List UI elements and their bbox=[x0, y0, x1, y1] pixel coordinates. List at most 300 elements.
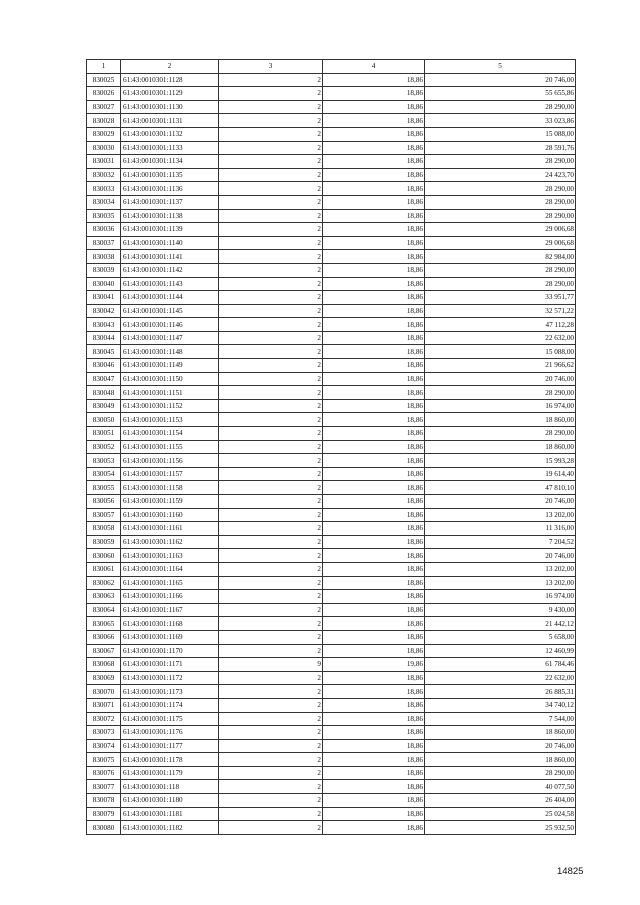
rate-cell: 18,86 bbox=[323, 372, 425, 386]
rate-cell: 18,86 bbox=[323, 291, 425, 305]
category-cell: 2 bbox=[219, 562, 323, 576]
cadastral-number-cell: 61:43:0010301:1153 bbox=[121, 413, 219, 427]
amount-cell: 25 932,50 bbox=[425, 821, 576, 835]
row-number-cell: 830057 bbox=[87, 508, 121, 522]
cadastral-number-cell: 61:43:0010301:1131 bbox=[121, 114, 219, 128]
row-number-cell: 830042 bbox=[87, 304, 121, 318]
amount-cell: 22 632,00 bbox=[425, 331, 576, 345]
amount-cell: 28 290,00 bbox=[425, 209, 576, 223]
table-row bbox=[87, 535, 576, 549]
category-cell: 2 bbox=[219, 304, 323, 318]
amount-cell: 82 984,00 bbox=[425, 250, 576, 264]
rate-cell: 18,86 bbox=[323, 617, 425, 631]
rate-cell: 18,86 bbox=[323, 359, 425, 373]
rate-cell: 18,86 bbox=[323, 127, 425, 141]
row-number-cell: 830053 bbox=[87, 454, 121, 468]
row-number-cell: 830071 bbox=[87, 698, 121, 712]
cadastral-number-cell: 61:43:0010301:1143 bbox=[121, 277, 219, 291]
row-number-cell: 830079 bbox=[87, 807, 121, 821]
category-cell: 2 bbox=[219, 141, 323, 155]
amount-cell: 61 784,46 bbox=[425, 658, 576, 672]
category-cell: 2 bbox=[219, 739, 323, 753]
cadastral-number-cell: 61:43:0010301:1179 bbox=[121, 766, 219, 780]
table-row bbox=[87, 495, 576, 509]
cadastral-number-cell: 61:43:0010301:1135 bbox=[121, 168, 219, 182]
cadastral-number-cell: 61:43:0010301:1147 bbox=[121, 331, 219, 345]
rate-cell: 18,86 bbox=[323, 562, 425, 576]
cadastral-number-cell: 61:43:0010301:1160 bbox=[121, 508, 219, 522]
amount-cell: 28 290,00 bbox=[425, 386, 576, 400]
cadastral-number-cell: 61:43:0010301:1169 bbox=[121, 630, 219, 644]
table-body bbox=[87, 73, 576, 834]
table-row bbox=[87, 155, 576, 169]
category-cell: 2 bbox=[219, 712, 323, 726]
row-number-cell: 830025 bbox=[87, 73, 121, 87]
table-row bbox=[87, 263, 576, 277]
cadastral-number-cell: 61:43:0010301:1134 bbox=[121, 155, 219, 169]
category-cell: 2 bbox=[219, 685, 323, 699]
table-row bbox=[87, 372, 576, 386]
cadastral-number-cell: 61:43:0010301:1157 bbox=[121, 467, 219, 481]
amount-cell: 18 860,00 bbox=[425, 753, 576, 767]
row-number-cell: 830054 bbox=[87, 467, 121, 481]
amount-cell: 47 810,10 bbox=[425, 481, 576, 495]
amount-cell: 32 571,22 bbox=[425, 304, 576, 318]
row-number-cell: 830032 bbox=[87, 168, 121, 182]
rate-cell: 18,86 bbox=[323, 590, 425, 604]
category-cell: 2 bbox=[219, 168, 323, 182]
category-cell: 2 bbox=[219, 576, 323, 590]
amount-cell: 25 024,58 bbox=[425, 807, 576, 821]
amount-cell: 19 614,40 bbox=[425, 467, 576, 481]
cadastral-number-cell: 61:43:0010301:1164 bbox=[121, 562, 219, 576]
row-number-cell: 830060 bbox=[87, 549, 121, 563]
row-number-cell: 830044 bbox=[87, 331, 121, 345]
amount-cell: 28 290,00 bbox=[425, 263, 576, 277]
table-row bbox=[87, 359, 576, 373]
category-cell: 2 bbox=[219, 794, 323, 808]
category-cell: 2 bbox=[219, 100, 323, 114]
row-number-cell: 830065 bbox=[87, 617, 121, 631]
table-row bbox=[87, 427, 576, 441]
cadastral-number-cell: 61:43:0010301:1148 bbox=[121, 345, 219, 359]
row-number-cell: 830066 bbox=[87, 630, 121, 644]
category-cell: 2 bbox=[219, 671, 323, 685]
category-cell: 2 bbox=[219, 427, 323, 441]
table-row bbox=[87, 522, 576, 536]
row-number-cell: 830039 bbox=[87, 263, 121, 277]
rate-cell: 18,86 bbox=[323, 223, 425, 237]
table-row bbox=[87, 87, 576, 101]
cadastral-number-cell: 61:43:0010301:1174 bbox=[121, 698, 219, 712]
category-cell: 2 bbox=[219, 481, 323, 495]
category-cell: 2 bbox=[219, 345, 323, 359]
cadastral-number-cell: 61:43:0010301:1132 bbox=[121, 127, 219, 141]
category-cell: 2 bbox=[219, 549, 323, 563]
rate-cell: 18,86 bbox=[323, 155, 425, 169]
row-number-cell: 830058 bbox=[87, 522, 121, 536]
table-row bbox=[87, 250, 576, 264]
table-row bbox=[87, 630, 576, 644]
table-row bbox=[87, 345, 576, 359]
rate-cell: 18,86 bbox=[323, 114, 425, 128]
category-cell: 2 bbox=[219, 263, 323, 277]
row-number-cell: 830055 bbox=[87, 481, 121, 495]
rate-cell: 18,86 bbox=[323, 535, 425, 549]
table-row bbox=[87, 467, 576, 481]
table-row bbox=[87, 127, 576, 141]
rate-cell: 18,86 bbox=[323, 236, 425, 250]
category-cell: 2 bbox=[219, 331, 323, 345]
amount-cell: 21 966,62 bbox=[425, 359, 576, 373]
amount-cell: 20 746,00 bbox=[425, 549, 576, 563]
amount-cell: 28 290,00 bbox=[425, 766, 576, 780]
column-header-5: 5 bbox=[425, 60, 576, 74]
row-number-cell: 830043 bbox=[87, 318, 121, 332]
table-row bbox=[87, 576, 576, 590]
amount-cell: 15 993,28 bbox=[425, 454, 576, 468]
row-number-cell: 830034 bbox=[87, 195, 121, 209]
row-number-cell: 830038 bbox=[87, 250, 121, 264]
amount-cell: 5 658,00 bbox=[425, 630, 576, 644]
table-row bbox=[87, 726, 576, 740]
cadastral-number-cell: 61:43:0010301:1138 bbox=[121, 209, 219, 223]
row-number-cell: 830061 bbox=[87, 562, 121, 576]
category-cell: 2 bbox=[219, 155, 323, 169]
category-cell: 2 bbox=[219, 87, 323, 101]
category-cell: 2 bbox=[219, 807, 323, 821]
cadastral-number-cell: 61:43:0010301:1175 bbox=[121, 712, 219, 726]
rate-cell: 18,86 bbox=[323, 467, 425, 481]
table-row bbox=[87, 821, 576, 835]
category-cell: 9 bbox=[219, 658, 323, 672]
amount-cell: 33 951,77 bbox=[425, 291, 576, 305]
row-number-cell: 830040 bbox=[87, 277, 121, 291]
rate-cell: 18,86 bbox=[323, 399, 425, 413]
category-cell: 2 bbox=[219, 495, 323, 509]
table-row bbox=[87, 73, 576, 87]
amount-cell: 20 746,00 bbox=[425, 739, 576, 753]
cadastral-number-cell: 61:43:0010301:1168 bbox=[121, 617, 219, 631]
category-cell: 2 bbox=[219, 522, 323, 536]
cadastral-number-cell: 61:43:0010301:1181 bbox=[121, 807, 219, 821]
amount-cell: 20 746,00 bbox=[425, 73, 576, 87]
table-row bbox=[87, 223, 576, 237]
rate-cell: 18,86 bbox=[323, 427, 425, 441]
rate-cell: 18,86 bbox=[323, 318, 425, 332]
amount-cell: 18 860,00 bbox=[425, 726, 576, 740]
table-row bbox=[87, 712, 576, 726]
rate-cell: 18,86 bbox=[323, 386, 425, 400]
category-cell: 2 bbox=[219, 413, 323, 427]
cadastral-number-cell: 61:43:0010301:1161 bbox=[121, 522, 219, 536]
data-table bbox=[86, 59, 576, 835]
table-row bbox=[87, 508, 576, 522]
rate-cell: 18,86 bbox=[323, 576, 425, 590]
rate-cell: 18,86 bbox=[323, 698, 425, 712]
table-row bbox=[87, 100, 576, 114]
row-number-cell: 830056 bbox=[87, 495, 121, 509]
row-number-cell: 830035 bbox=[87, 209, 121, 223]
amount-cell: 13 202,00 bbox=[425, 508, 576, 522]
amount-cell: 13 202,00 bbox=[425, 576, 576, 590]
row-number-cell: 830072 bbox=[87, 712, 121, 726]
category-cell: 2 bbox=[219, 590, 323, 604]
rate-cell: 18,86 bbox=[323, 726, 425, 740]
cadastral-number-cell: 61:43:0010301:1128 bbox=[121, 73, 219, 87]
cadastral-number-cell: 61:43:0010301:1163 bbox=[121, 549, 219, 563]
cadastral-number-cell: 61:43:0010301:1159 bbox=[121, 495, 219, 509]
row-number-cell: 830047 bbox=[87, 372, 121, 386]
amount-cell: 28 290,00 bbox=[425, 427, 576, 441]
cadastral-number-cell: 61:43:0010301:1158 bbox=[121, 481, 219, 495]
cadastral-number-cell: 61:43:0010301:1152 bbox=[121, 399, 219, 413]
rate-cell: 18,86 bbox=[323, 794, 425, 808]
cadastral-number-cell: 61:43:0010301:118 bbox=[121, 780, 219, 794]
row-number-cell: 830075 bbox=[87, 753, 121, 767]
row-number-cell: 830041 bbox=[87, 291, 121, 305]
category-cell: 2 bbox=[219, 535, 323, 549]
row-number-cell: 830049 bbox=[87, 399, 121, 413]
cadastral-number-cell: 61:43:0010301:1140 bbox=[121, 236, 219, 250]
page-number: 14825 bbox=[557, 866, 584, 877]
cadastral-number-cell: 61:43:0010301:1130 bbox=[121, 100, 219, 114]
table-row bbox=[87, 549, 576, 563]
amount-cell: 15 088,00 bbox=[425, 345, 576, 359]
rate-cell: 18,86 bbox=[323, 807, 425, 821]
table-row bbox=[87, 114, 576, 128]
row-number-cell: 830076 bbox=[87, 766, 121, 780]
table-row bbox=[87, 685, 576, 699]
category-cell: 2 bbox=[219, 780, 323, 794]
cadastral-number-cell: 61:43:0010301:1162 bbox=[121, 535, 219, 549]
rate-cell: 19,86 bbox=[323, 658, 425, 672]
cadastral-number-cell: 61:43:0010301:1180 bbox=[121, 794, 219, 808]
row-number-cell: 830069 bbox=[87, 671, 121, 685]
category-cell: 2 bbox=[219, 372, 323, 386]
amount-cell: 18 860,00 bbox=[425, 440, 576, 454]
category-cell: 2 bbox=[219, 318, 323, 332]
category-cell: 2 bbox=[219, 250, 323, 264]
rate-cell: 18,86 bbox=[323, 250, 425, 264]
header-row bbox=[87, 60, 576, 74]
amount-cell: 9 430,00 bbox=[425, 603, 576, 617]
category-cell: 2 bbox=[219, 359, 323, 373]
table-row bbox=[87, 277, 576, 291]
table-row bbox=[87, 304, 576, 318]
category-cell: 2 bbox=[219, 630, 323, 644]
table-row bbox=[87, 195, 576, 209]
amount-cell: 7 204,52 bbox=[425, 535, 576, 549]
row-number-cell: 830051 bbox=[87, 427, 121, 441]
rate-cell: 18,86 bbox=[323, 263, 425, 277]
cadastral-number-cell: 61:43:0010301:1133 bbox=[121, 141, 219, 155]
amount-cell: 16 974,00 bbox=[425, 399, 576, 413]
row-number-cell: 830080 bbox=[87, 821, 121, 835]
rate-cell: 18,86 bbox=[323, 331, 425, 345]
table-row bbox=[87, 698, 576, 712]
cadastral-number-cell: 61:43:0010301:1156 bbox=[121, 454, 219, 468]
category-cell: 2 bbox=[219, 291, 323, 305]
category-cell: 2 bbox=[219, 182, 323, 196]
table-row bbox=[87, 603, 576, 617]
row-number-cell: 830077 bbox=[87, 780, 121, 794]
table-row bbox=[87, 753, 576, 767]
amount-cell: 21 442,12 bbox=[425, 617, 576, 631]
column-header-4: 4 bbox=[323, 60, 425, 74]
amount-cell: 28 290,00 bbox=[425, 195, 576, 209]
cadastral-number-cell: 61:43:0010301:1151 bbox=[121, 386, 219, 400]
cadastral-number-cell: 61:43:0010301:1137 bbox=[121, 195, 219, 209]
rate-cell: 18,86 bbox=[323, 141, 425, 155]
row-number-cell: 830030 bbox=[87, 141, 121, 155]
rate-cell: 18,86 bbox=[323, 685, 425, 699]
category-cell: 2 bbox=[219, 726, 323, 740]
category-cell: 2 bbox=[219, 821, 323, 835]
amount-cell: 28 290,00 bbox=[425, 277, 576, 291]
row-number-cell: 830029 bbox=[87, 127, 121, 141]
category-cell: 2 bbox=[219, 195, 323, 209]
table-row bbox=[87, 794, 576, 808]
rate-cell: 18,86 bbox=[323, 440, 425, 454]
rate-cell: 18,86 bbox=[323, 739, 425, 753]
category-cell: 2 bbox=[219, 277, 323, 291]
rate-cell: 18,86 bbox=[323, 766, 425, 780]
cadastral-number-cell: 61:43:0010301:1166 bbox=[121, 590, 219, 604]
rate-cell: 18,86 bbox=[323, 168, 425, 182]
category-cell: 2 bbox=[219, 223, 323, 237]
table-row bbox=[87, 481, 576, 495]
cadastral-number-cell: 61:43:0010301:1146 bbox=[121, 318, 219, 332]
table-row bbox=[87, 562, 576, 576]
category-cell: 2 bbox=[219, 508, 323, 522]
rate-cell: 18,86 bbox=[323, 753, 425, 767]
category-cell: 2 bbox=[219, 127, 323, 141]
row-number-cell: 830046 bbox=[87, 359, 121, 373]
cadastral-number-cell: 61:43:0010301:1182 bbox=[121, 821, 219, 835]
table-row bbox=[87, 807, 576, 821]
table-row bbox=[87, 644, 576, 658]
category-cell: 2 bbox=[219, 467, 323, 481]
amount-cell: 34 740,12 bbox=[425, 698, 576, 712]
amount-cell: 20 746,00 bbox=[425, 495, 576, 509]
row-number-cell: 830031 bbox=[87, 155, 121, 169]
row-number-cell: 830063 bbox=[87, 590, 121, 604]
amount-cell: 24 423,70 bbox=[425, 168, 576, 182]
rate-cell: 18,86 bbox=[323, 644, 425, 658]
row-number-cell: 830059 bbox=[87, 535, 121, 549]
rate-cell: 18,86 bbox=[323, 413, 425, 427]
cadastral-number-cell: 61:43:0010301:1165 bbox=[121, 576, 219, 590]
rate-cell: 18,86 bbox=[323, 549, 425, 563]
amount-cell: 28 290,00 bbox=[425, 182, 576, 196]
amount-cell: 29 006,68 bbox=[425, 223, 576, 237]
table-row bbox=[87, 440, 576, 454]
category-cell: 2 bbox=[219, 603, 323, 617]
table-row bbox=[87, 291, 576, 305]
table-row bbox=[87, 168, 576, 182]
cadastral-number-cell: 61:43:0010301:1144 bbox=[121, 291, 219, 305]
rate-cell: 18,86 bbox=[323, 277, 425, 291]
amount-cell: 47 112,28 bbox=[425, 318, 576, 332]
row-number-cell: 830033 bbox=[87, 182, 121, 196]
table-row bbox=[87, 386, 576, 400]
rate-cell: 18,86 bbox=[323, 603, 425, 617]
row-number-cell: 830074 bbox=[87, 739, 121, 753]
rate-cell: 18,86 bbox=[323, 304, 425, 318]
amount-cell: 20 746,00 bbox=[425, 372, 576, 386]
cadastral-number-cell: 61:43:0010301:1176 bbox=[121, 726, 219, 740]
category-cell: 2 bbox=[219, 766, 323, 780]
category-cell: 2 bbox=[219, 386, 323, 400]
rate-cell: 18,86 bbox=[323, 481, 425, 495]
rate-cell: 18,86 bbox=[323, 182, 425, 196]
category-cell: 2 bbox=[219, 644, 323, 658]
category-cell: 2 bbox=[219, 617, 323, 631]
category-cell: 2 bbox=[219, 209, 323, 223]
column-header-2: 2 bbox=[121, 60, 219, 74]
row-number-cell: 830068 bbox=[87, 658, 121, 672]
rate-cell: 18,86 bbox=[323, 195, 425, 209]
amount-cell: 11 316,00 bbox=[425, 522, 576, 536]
category-cell: 2 bbox=[219, 454, 323, 468]
table-row bbox=[87, 141, 576, 155]
cadastral-number-cell: 61:43:0010301:1129 bbox=[121, 87, 219, 101]
amount-cell: 29 006,68 bbox=[425, 236, 576, 250]
cadastral-number-cell: 61:43:0010301:1167 bbox=[121, 603, 219, 617]
rate-cell: 18,86 bbox=[323, 522, 425, 536]
column-header-1: 1 bbox=[87, 60, 121, 74]
row-number-cell: 830052 bbox=[87, 440, 121, 454]
amount-cell: 16 974,00 bbox=[425, 590, 576, 604]
cadastral-number-cell: 61:43:0010301:1139 bbox=[121, 223, 219, 237]
cadastral-number-cell: 61:43:0010301:1155 bbox=[121, 440, 219, 454]
row-number-cell: 830073 bbox=[87, 726, 121, 740]
table-row bbox=[87, 331, 576, 345]
rate-cell: 18,86 bbox=[323, 345, 425, 359]
cadastral-number-cell: 61:43:0010301:1136 bbox=[121, 182, 219, 196]
category-cell: 2 bbox=[219, 753, 323, 767]
table-row bbox=[87, 318, 576, 332]
row-number-cell: 830048 bbox=[87, 386, 121, 400]
amount-cell: 12 460,99 bbox=[425, 644, 576, 658]
row-number-cell: 830050 bbox=[87, 413, 121, 427]
category-cell: 2 bbox=[219, 399, 323, 413]
rate-cell: 18,86 bbox=[323, 495, 425, 509]
cadastral-number-cell: 61:43:0010301:1170 bbox=[121, 644, 219, 658]
table-row bbox=[87, 236, 576, 250]
rate-cell: 18,86 bbox=[323, 821, 425, 835]
category-cell: 2 bbox=[219, 73, 323, 87]
table-row bbox=[87, 739, 576, 753]
table-row bbox=[87, 454, 576, 468]
category-cell: 2 bbox=[219, 114, 323, 128]
category-cell: 2 bbox=[219, 698, 323, 712]
amount-cell: 22 632,00 bbox=[425, 671, 576, 685]
row-number-cell: 830027 bbox=[87, 100, 121, 114]
cadastral-number-cell: 61:43:0010301:1150 bbox=[121, 372, 219, 386]
row-number-cell: 830070 bbox=[87, 685, 121, 699]
table-row bbox=[87, 658, 576, 672]
category-cell: 2 bbox=[219, 440, 323, 454]
amount-cell: 15 088,00 bbox=[425, 127, 576, 141]
row-number-cell: 830078 bbox=[87, 794, 121, 808]
table-row bbox=[87, 671, 576, 685]
amount-cell: 26 404,00 bbox=[425, 794, 576, 808]
table-row bbox=[87, 590, 576, 604]
cadastral-number-cell: 61:43:0010301:1141 bbox=[121, 250, 219, 264]
amount-cell: 28 290,00 bbox=[425, 100, 576, 114]
